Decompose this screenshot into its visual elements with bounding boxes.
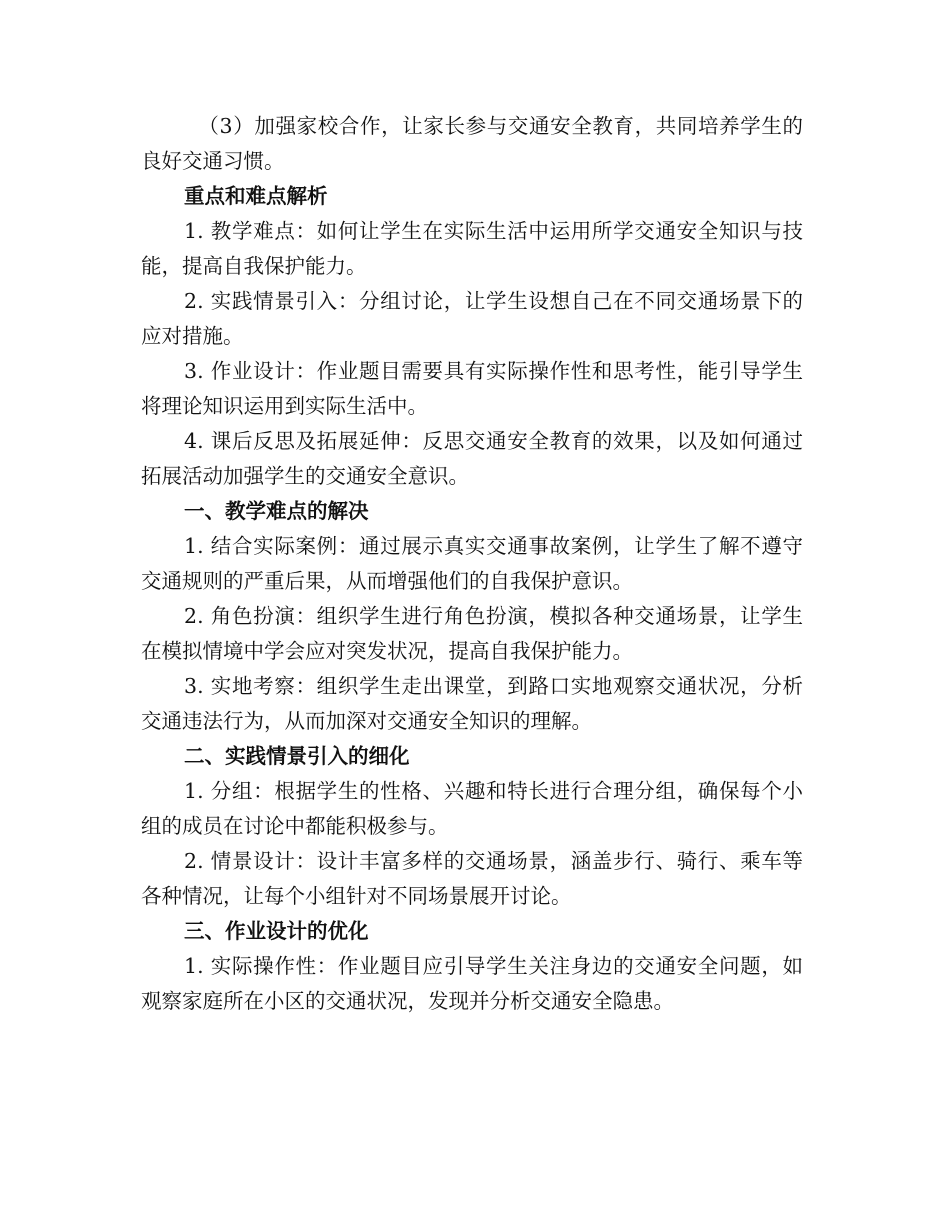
section-1-item-1: 1. 结合实际案例：通过展示真实交通事故案例，让学生了解不遵守交通规则的严重后果，从而增强他们的自我保护意识。 [141,534,803,593]
section-1-title: 一、教学难点的解决 [184,499,369,523]
intro-paragraph: （3）加强家校合作，让家长参与交通安全教育，共同培养学生的良好交通习惯。 [141,114,803,173]
key-point-4: 4. 课后反思及拓展延伸：反思交通安全教育的效果，以及如何通过拓展活动加强学生的交通安全意识。 [141,429,803,488]
section-1-item-2: 2. 角色扮演：组织学生进行角色扮演，模拟各种交通场景，让学生在模拟情境中学会应对突发状况，提高自我保护能力。 [141,604,803,663]
section-3-item-1: 1. 实际操作性：作业题目应引导学生关注身边的交通安全问题，如观察家庭所在小区的交通状况，发现并分析交通安全隐患。 [141,954,803,1013]
key-point-1: 1. 教学难点：如何让学生在实际生活中运用所学交通安全知识与技能，提高自我保护能力。 [141,219,803,278]
section-3-title: 三、作业设计的优化 [184,919,369,943]
key-point-3: 3. 作业设计：作业题目需要具有实际操作性和思考性，能引导学生将理论知识运用到实际生活中。 [141,359,803,418]
key-point-2: 2. 实践情景引入：分组讨论，让学生设想自己在不同交通场景下的应对措施。 [141,289,803,348]
heading-key-points: 重点和难点解析 [184,184,328,208]
section-2-item-2: 2. 情景设计：设计丰富多样的交通场景，涵盖步行、骑行、乘车等各种情况，让每个小组针对不同场景展开讨论。 [141,849,803,908]
document-page [141,109,803,1019]
section-1-item-3: 3. 实地考察：组织学生走出课堂，到路口实地观察交通状况，分析交通违法行为，从而加深对交通安全知识的理解。 [141,674,803,733]
section-2-title: 二、实践情景引入的细化 [184,744,410,768]
section-2-item-1: 1. 分组：根据学生的性格、兴趣和特长进行合理分组，确保每个小组的成员在讨论中都能积极参与。 [141,779,803,838]
